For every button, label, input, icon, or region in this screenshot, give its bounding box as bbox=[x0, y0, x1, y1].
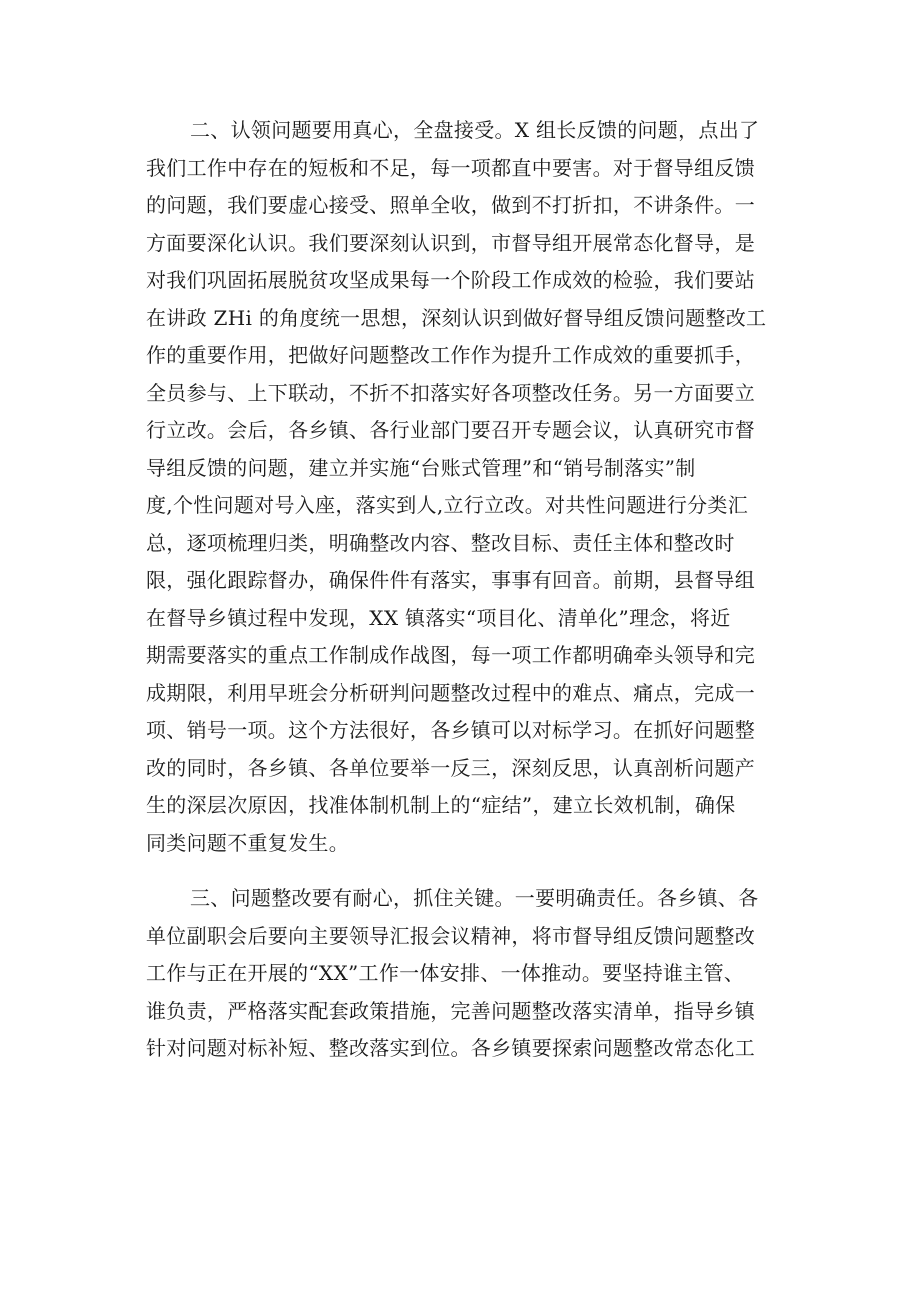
paragraph-line: 期需要落实的重点工作制成作战图，每一项工作都明确牵头领导和完 bbox=[146, 643, 755, 667]
paragraph-line: 二、认领问题要用真心，全盘接受。X 组长反馈的问题，点出了 bbox=[190, 118, 760, 142]
paragraph-line: 限，强化跟踪督办，确保件件有落实，事事有回音。前期，县督导组 bbox=[146, 568, 755, 592]
paragraph-line: 单位副职会后要向主要领导汇报会议精神，将市督导组反馈问题整改 bbox=[146, 923, 755, 948]
paragraph-2 bbox=[146, 112, 806, 862]
paragraph-line: 改的同时，各乡镇、各单位要举一反三，深刻反思，认真剖析问题产 bbox=[146, 755, 755, 780]
document-body bbox=[146, 112, 806, 1068]
paragraph-line: 度,个性问题对号入座，落实到人,立行立改。对共性问题进行分类汇 bbox=[146, 493, 749, 517]
paragraph-line: 全员参与、上下联动，不折不扣落实好各项整改任务。另一方面要立 bbox=[146, 380, 755, 405]
paragraph-line: 成期限，利用早班会分析研判问题整改过程中的难点、痛点，完成一 bbox=[146, 680, 755, 705]
paragraph-3 bbox=[146, 880, 806, 1068]
paragraph-line: 我们工作中存在的短板和不足，每一项都直中要害。对于督导组反馈 bbox=[146, 155, 755, 180]
paragraph-line: 同类问题不重复发生。 bbox=[146, 830, 349, 855]
paragraph-line: 总，逐项梳理归类，明确整改内容、整改目标、责任主体和整改时 bbox=[146, 530, 735, 555]
paragraph-line: 生的深层次原因，找准体制机制上的“症结”，建立长效机制，确保 bbox=[146, 793, 736, 817]
paragraph-line: 行立改。会后，各乡镇、各行业部门要召开专题会议，认真研究市督 bbox=[146, 418, 755, 442]
paragraph-line: 工作与正在开展的“XX”工作一体安排、一体推动。要坚持谁主管、 bbox=[146, 961, 745, 985]
paragraph-line: 谁负责，严格落实配套政策措施，完善问题整改落实清单，指导乡镇 bbox=[146, 998, 755, 1023]
paragraph-spacer bbox=[146, 862, 806, 880]
paragraph-line: 在讲政 ZHi 的角度统一思想，深刻认识到做好督导组反馈问题整改工 bbox=[146, 305, 767, 330]
paragraph-line: 的问题，我们要虚心接受、照单全收，做到不打折扣，不讲条件。一 bbox=[146, 193, 755, 217]
paragraph-line: 在督导乡镇过程中发现，XX 镇落实“项目化、清单化”理念，将近 bbox=[146, 605, 731, 630]
paragraph-line: 三、问题整改要有耐心，抓住关键。一要明确责任。各乡镇、各 bbox=[190, 886, 759, 910]
paragraph-line: 针对问题对标补短、整改落实到位。各乡镇要探索问题整改常态化工 bbox=[146, 1036, 755, 1060]
paragraph-line: 导组反馈的问题，建立并实施“台账式管理”和“销号制落实”制 bbox=[146, 455, 696, 480]
paragraph-line: 作的重要作用，把做好问题整改工作作为提升工作成效的重要抓手， bbox=[146, 343, 755, 367]
paragraph-line: 项、销号一项。这个方法很好，各乡镇可以对标学习。在抓好问题整 bbox=[146, 718, 755, 742]
paragraph-line: 方面要深化认识。我们要深刻认识到，市督导组开展常态化督导，是 bbox=[146, 230, 755, 255]
paragraph-line: 对我们巩固拓展脱贫攻坚成果每一个阶段工作成效的检验，我们要站 bbox=[146, 268, 755, 292]
